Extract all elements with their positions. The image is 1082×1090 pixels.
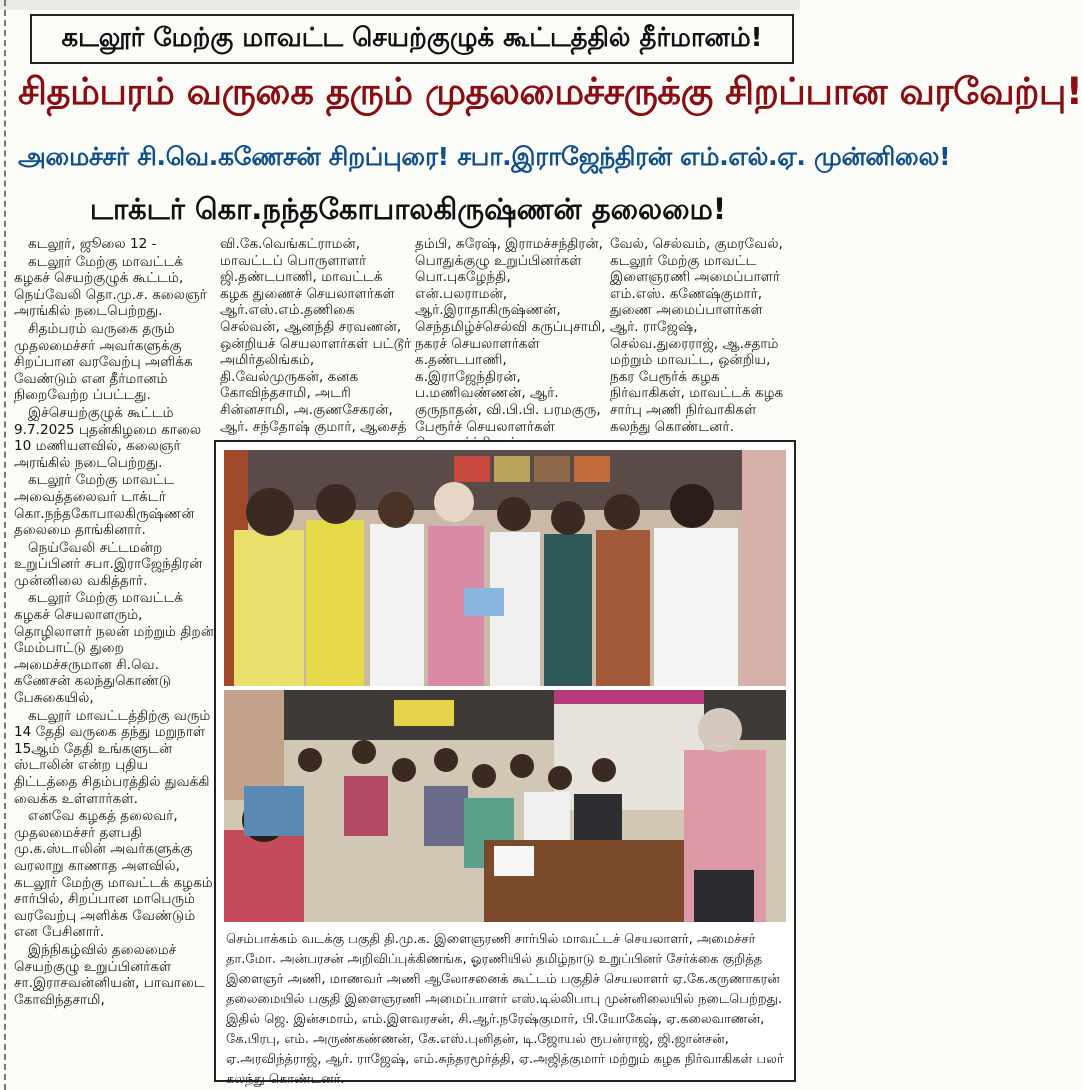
- sub-headline-chair: டாக்டர் கொ.நந்தகோபாலகிருஷ்ணன் தலைமை!: [89, 192, 727, 226]
- article-paragraph: கடலூர் மேற்கு மாவட்டக் கழகச் செயலாளரும், தொழிலாளர் நலன் மற்றும் திறன் மேம்பாட்டு துறை அமைச்சருமான சி.வெ. கணேசன் கலந்துகொண்டு பேசுகையில்,: [14, 590, 214, 707]
- article-column-2: வி.கே.வெங்கட்ராமன், மாவட்டப் பொருளாளர் ஜி.தண்டபாணி, மாவட்டக் கழக துணைச் செயலாளர்கள் ஆர்.எஸ்.எம்.தணிகை செல்வன், ஆனந்தி சரவணன், ஒன்றியச் செயலாளர்கள் பட்டூர் அமிர்தலிங்கம், தி.வேல்முருகன், கனக கோவிந்தசாமி, அடரி சின்னசாமி, அ.குணசேகரன், ஆர். சந்தோஷ் குமார், ஆசைத்: [220, 236, 411, 435]
- dateline: கடலூர், ஜூலை 12 -: [28, 236, 157, 252]
- main-headline: சிதம்பரம் வருகை தரும் முதலமைச்சருக்கு சிறப்பான வரவேற்பு!: [18, 70, 1082, 113]
- article-paragraph: கடலூர் மேற்கு மாவட்ட அவைத்தலைவர் டாக்டர் கொ.நந்தகோபாலகிருஷ்ணன் தலைமை தாங்கினார்.: [14, 472, 195, 539]
- article-paragraph: இச்செயற்குழுக் கூட்டம் 9.7.2025 புதன்கிழமை காலை 10 மணியளவில், கலைஞர் அரங்கில் நடைபெற்றது.: [14, 404, 202, 471]
- article-column-4: வேல், செல்வம், குமரவேல், கடலூர் மேற்கு மாவட்ட இளைஞரணி அமைப்பாளர் எம்.எஸ். கணேஷ்குமார், துணை அமைப்பாளர்கள் ஆர். ராஜேஷ், செல்வ.துரைராஜ், ஆ.சதாம் மற்றும் மாவட்ட, ஒன்றிய, நகர பேரூர்க் கழக நிர்வாகிகள், மாவட்டக் கழக சார்பு அணி நிர்வாகிகள் கலந்து கொண்டனர்.: [610, 236, 784, 435]
- article-paragraph: நெய்வேலி சட்டமன்ற உறுப்பினர் சபா.இராஜேந்திரன் முன்னிலை வகித்தார்.: [14, 539, 203, 589]
- photo-box: [214, 440, 796, 1087]
- photo-meeting-hall: [224, 690, 786, 922]
- article-column-1: [14, 236, 214, 1086]
- page-top-strip: [0, 0, 800, 10]
- top-headline: கடலூர் மேற்கு மாவட்ட செயற்குழுக் கூட்டத்தில் தீர்மானம்!: [30, 14, 794, 64]
- article-paragraph: இந்நிகழ்வில் தலைமைச் செயற்குழு உறுப்பினர்கள் சா.இராசவன்னியன், பாவாடை கோவிந்தசாமி,: [14, 941, 205, 1008]
- article-column-3: தம்பி, சுரேஷ், இராமச்சந்திரன், பொதுக்குழு உறுப்பினர்கள் பொ.புகழேந்தி, என்.பலராமன், ஆர்.இராதாகிருஷ்ணன், செந்தமிழ்ச்செல்வி கருப்புசாமி, நகரச் செயலாளர்கள் க.தண்டபாணி, க.இராஜேந்திரன், ப.மணிவண்ணன், ஆர். குருநாதன், வி.பி.பி. பரமகுரு, பேரூர்ச் செயலாளர்கள்: [415, 236, 606, 435]
- sub-headline-minister: அமைச்சர் சி.வெ.கணேசன் சிறப்புரை! சபா.இராஜேந்திரன் எம்.எல்.ஏ. முன்னிலை!: [18, 142, 951, 171]
- article-paragraph: சிதம்பரம் வருகை தரும் முதலமைச்சர் அவர்களுக்கு சிறப்பான வரவேற்பு அளிக்க வேண்டும் என தீர்மானம் நிறைவேற்ற ப்பட்டது.: [14, 320, 193, 404]
- article-paragraph: கடலூர் மேற்கு மாவட்டக் கழகச் செயற்குழுக் கூட்டம், நெய்வேலி தொ.மு.ச. கலைஞர் அரங்கில் நடைபெற்றது.: [14, 253, 207, 320]
- article-paragraph: கடலூர் மாவட்டத்திற்கு வரும் 14 தேதி வருகை தந்து மறுநாள் 15ஆம் தேதி உங்களுடன் ஸ்டாலின் என்ற புதிய திட்டத்தை சிதம்பரத்தில் துவக்கி வைக்க உள்ளார்கள்.: [14, 707, 211, 807]
- photo-caption: செம்பாக்கம் வடக்கு பகுதி தி.மு.க. இளைஞரணி சார்பில் மாவட்டச் செயலாளர், அமைச்சர் தா.மோ. அன்பரசன் அறிவிப்புக்கிணங்க, ஓரணியில் தமிழ்நாடு உறுப்பினர் சேர்க்கை குறித்த இளைஞர் அணி, மாணவர் அணி ஆலோசனைக் கூட்டம் பகுதிச் செயலாளர் ஏ.கே.கருணாகரன் தலைமையில் பகுதி இளைஞரணி அமைப்பாளர் எஸ்.டில்லிபாபு முன்னிலையில் நடைபெற்றது. இதில் ஜெ. இன்சமாம், எம்.இளவரசன், சி.ஆர்.நரேஷ்குமார், பி.யோகேஷ், ஏ.கலைவாணன், கே.பிரபு, எம். அருண்கண்ணன், கே.எஸ்.புனிதன், டி.ஜோயல் ரூபன்ராஜ், ஜி.ஜான்சன், ஏ.அரவிந்த்ராஜ், ஆர். ராஜேஷ், எம்.சுந்தரமூர்த்தி, ஏ.அஜித்குமார் மற்றும் கழக நிர்வாகிகள் பலர் கலந்து கொண்டனர்.: [226, 932, 784, 1087]
- photo-memento-presentation: [224, 450, 786, 686]
- clipping-cut-line: [4, 0, 6, 1090]
- article-paragraph: எனவே கழகத் தலைவர், முதலமைச்சர் தளபதி மு.க.ஸ்டாலின் அவர்களுக்கு வரலாறு காணாத அளவில், கடலூர் மேற்கு மாவட்டக் கழகம் சார்பில், சிறப்பான மாபெரும் வரவேற்பு அளிக்க வேண்டும் என பேசினார்.: [14, 808, 213, 941]
